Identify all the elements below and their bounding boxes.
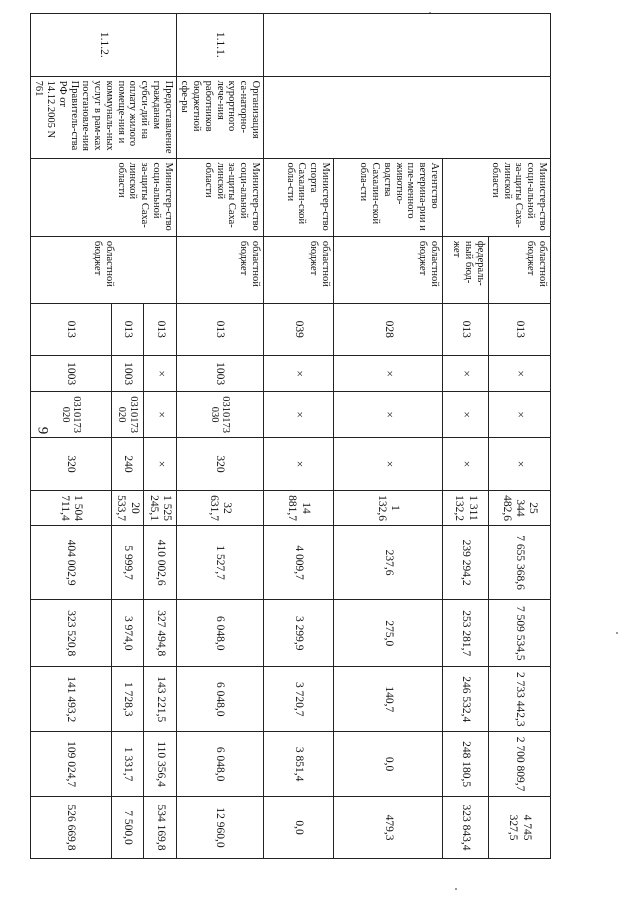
value-cell: 327 494,8 bbox=[144, 600, 177, 667]
vr-cell: 240 bbox=[111, 438, 144, 491]
executor-cell: Агентство ветерина-рии и пле-менного животно-водства Сахалин-ской обла-сти bbox=[334, 158, 443, 236]
grbs-cell: 039 bbox=[264, 303, 334, 355]
value-cell: 140,7 bbox=[334, 667, 443, 732]
vr-cell: × bbox=[144, 438, 177, 491]
grbs-cell: 013 bbox=[443, 303, 489, 355]
executor-cell: Министер-ство соци-альной за-щиты Саха-линской области bbox=[176, 158, 263, 236]
value-cell: 2 733 442,3 bbox=[489, 667, 551, 732]
vr-cell: × bbox=[443, 438, 489, 491]
vr-cell: × bbox=[334, 438, 443, 491]
value-cell: 1 311 132,2 bbox=[443, 491, 489, 526]
vr-cell: 320 bbox=[30, 438, 111, 491]
rz-cell: 1003 bbox=[176, 355, 263, 391]
value-cell: 4 009,7 bbox=[264, 525, 334, 599]
value-cell: 2 700 809,7 bbox=[489, 732, 551, 797]
grbs-cell: 013 bbox=[176, 303, 263, 355]
vr-cell: 320 bbox=[176, 438, 263, 491]
value-cell: 4 745 327,5 bbox=[489, 797, 551, 859]
csr-cell: 0310173 020 bbox=[111, 392, 144, 438]
value-cell: 109 024,7 bbox=[30, 732, 111, 797]
value-cell: 6 048,0 bbox=[176, 600, 263, 667]
budget-table bbox=[30, 13, 551, 905]
rz-cell: × bbox=[264, 355, 334, 391]
value-cell: 1 132,6 bbox=[334, 491, 443, 526]
source-cell: областной бюджет bbox=[176, 236, 263, 303]
value-cell: 239 294,2 bbox=[443, 525, 489, 599]
value-cell: 7 655 368,6 bbox=[489, 525, 551, 599]
rz-cell: × bbox=[334, 355, 443, 391]
grbs-cell: 013 bbox=[30, 303, 111, 355]
value-cell: 3 299,9 bbox=[264, 600, 334, 667]
value-cell: 1 525 245,1 bbox=[144, 491, 177, 526]
vr-cell: × bbox=[264, 438, 334, 491]
csr-cell: 0310173 030 bbox=[176, 392, 263, 438]
value-cell: 0,0 bbox=[334, 732, 443, 797]
value-cell: 1 527,7 bbox=[176, 525, 263, 599]
item-number: 1.1.1. bbox=[176, 14, 263, 77]
value-cell: 5 999,7 bbox=[111, 525, 144, 599]
value-cell: 479,3 bbox=[334, 797, 443, 859]
value-cell: 3 851,4 bbox=[264, 732, 334, 797]
vr-cell: × bbox=[489, 438, 551, 491]
executor-cell: Министер-ство соци-альной за-щиты Саха-линской области bbox=[443, 158, 551, 236]
csr-cell: × bbox=[489, 392, 551, 438]
value-cell: 0,0 bbox=[264, 797, 334, 859]
value-cell: 141 493,2 bbox=[30, 667, 111, 732]
grbs-cell: 013 bbox=[111, 303, 144, 355]
source-cell: областной бюджет bbox=[264, 236, 334, 303]
rz-cell: × bbox=[144, 355, 177, 391]
value-cell: 12 960,0 bbox=[176, 797, 263, 859]
value-cell: 275,0 bbox=[334, 600, 443, 667]
item-name: Организация са-наторно-курортного лече-ния работников бюджетной сфе-ры bbox=[176, 76, 263, 158]
value-cell: 534 169,8 bbox=[144, 797, 177, 859]
grbs-cell: 013 bbox=[489, 303, 551, 355]
source-cell: федераль-ный бюд-жет bbox=[443, 236, 489, 303]
table-row bbox=[489, 14, 551, 905]
csr-cell: × bbox=[264, 392, 334, 438]
grbs-cell: 013 bbox=[144, 303, 177, 355]
value-cell: 526 669,8 bbox=[30, 797, 111, 859]
value-cell: 1 331,7 bbox=[111, 732, 144, 797]
empty-num-cell bbox=[264, 14, 551, 77]
value-cell: 7 500,0 bbox=[111, 797, 144, 859]
value-cell: 32 631,7 bbox=[176, 491, 263, 526]
executor-cell: Министер-ство спорта Сахалин-ской обла-сти bbox=[264, 158, 334, 236]
value-cell: 3 974,0 bbox=[111, 600, 144, 667]
value-cell: 6 048,0 bbox=[176, 732, 263, 797]
value-cell: 6 048,0 bbox=[176, 667, 263, 732]
item-number: 1.1.2. bbox=[30, 14, 176, 77]
table-row bbox=[176, 14, 263, 905]
empty-name-cell bbox=[264, 76, 551, 158]
value-cell: 246 532,4 bbox=[443, 667, 489, 732]
value-cell: 1 728,3 bbox=[111, 667, 144, 732]
table-row bbox=[144, 14, 177, 905]
source-cell: областной бюджет bbox=[30, 236, 176, 303]
source-cell: областной бюджет bbox=[489, 236, 551, 303]
executor-cell: Министер-ство соци-альной за-щиты Саха-линской области bbox=[30, 158, 176, 236]
value-cell: 323 843,4 bbox=[443, 797, 489, 859]
value-cell: 248 180,5 bbox=[443, 732, 489, 797]
value-cell: 7 509 534,5 bbox=[489, 600, 551, 667]
value-cell: 323 520,8 bbox=[30, 600, 111, 667]
source-cell: областной бюджет bbox=[334, 236, 443, 303]
value-cell: 25 344 482,6 bbox=[489, 491, 551, 526]
value-cell: 253 281,7 bbox=[443, 600, 489, 667]
rz-cell: × bbox=[489, 355, 551, 391]
page-number: 9 bbox=[34, 426, 51, 435]
value-cell: 14 881,7 bbox=[264, 491, 334, 526]
rz-cell: × bbox=[443, 355, 489, 391]
value-cell: 1 504 711,4 bbox=[30, 491, 111, 526]
csr-cell: × bbox=[144, 392, 177, 438]
value-cell: 20 533,7 bbox=[111, 491, 144, 526]
value-cell: 143 221,5 bbox=[144, 667, 177, 732]
rz-cell: 1003 bbox=[30, 355, 111, 391]
csr-cell: 0310173 020 bbox=[30, 392, 111, 438]
csr-cell: × bbox=[334, 392, 443, 438]
value-cell: 110 356,4 bbox=[144, 732, 177, 797]
rz-cell: 1003 bbox=[111, 355, 144, 391]
value-cell: 3 720,7 bbox=[264, 667, 334, 732]
csr-cell: × bbox=[443, 392, 489, 438]
grbs-cell: 028 bbox=[334, 303, 443, 355]
item-name: Предоставление гражданам субси-дий на оплату жилого помеще-ния и коммуналь-ных услуг в рам-ках постановле-ния Правитель-ства РФ от 14.12.2005 N 761 bbox=[30, 76, 176, 158]
value-cell: 410 002,6 bbox=[144, 525, 177, 599]
value-cell: 404 002,9 bbox=[30, 525, 111, 599]
value-cell: 237,6 bbox=[334, 525, 443, 599]
